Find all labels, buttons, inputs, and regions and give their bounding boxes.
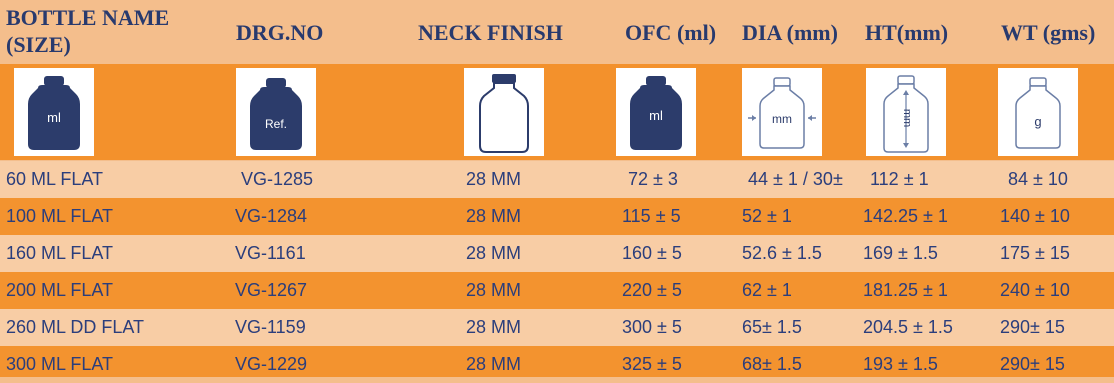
cell-ofc: 325 ± 5 xyxy=(622,354,682,374)
header-row xyxy=(0,0,1114,64)
weight-icon xyxy=(998,68,1078,156)
cell-ofc: 115 ± 5 xyxy=(622,206,681,226)
cell-ht: 112 ± 1 xyxy=(870,169,929,189)
cell-wt: 290± 15 xyxy=(1000,354,1065,374)
cell-wt: 240 ± 10 xyxy=(1000,280,1070,300)
cell-neck-finish: 28 MM xyxy=(466,169,522,189)
cell-neck-finish: 28 MM xyxy=(466,243,522,263)
neck-finish-icon xyxy=(464,68,544,156)
icon-label-ht: mm xyxy=(901,108,913,128)
cell-ofc: 160 ± 5 xyxy=(622,243,682,263)
cell-dia: 44 ± 1 / 30± xyxy=(748,169,843,189)
header-wt: WT (gms) xyxy=(1001,20,1096,45)
cell-neck-finish: 28 MM xyxy=(466,354,522,374)
icon-label-wt: g xyxy=(1034,114,1042,129)
table-row xyxy=(0,235,1114,272)
cell-ht: 193 ± 1.5 xyxy=(863,354,938,374)
cell-bottle-name: 100 ML FLAT xyxy=(6,206,114,226)
header-dia: DIA (mm) xyxy=(742,20,838,45)
icon-label-ref: Ref. xyxy=(264,117,288,131)
table-row xyxy=(0,198,1114,235)
table-row xyxy=(0,272,1114,309)
cell-wt: 140 ± 10 xyxy=(1000,206,1070,226)
cell-drg-no: VG-1267 xyxy=(235,280,308,300)
cell-ht: 204.5 ± 1.5 xyxy=(863,317,953,337)
header-ofc: OFC (ml) xyxy=(625,20,717,45)
cell-dia: 52.6 ± 1.5 xyxy=(742,243,822,263)
cell-drg-no: VG-1284 xyxy=(235,206,308,226)
cell-dia: 65± 1.5 xyxy=(742,317,802,337)
cell-neck-finish: 28 MM xyxy=(466,206,522,226)
cell-ht: 142.25 ± 1 xyxy=(863,206,948,226)
table-row xyxy=(0,161,1114,198)
cell-dia: 52 ± 1 xyxy=(742,206,792,226)
header-bottle-name: BOTTLE NAME (SIZE) xyxy=(6,5,170,57)
cell-dia: 68± 1.5 xyxy=(742,354,802,374)
cell-ht: 169 ± 1.5 xyxy=(863,243,938,263)
table-row xyxy=(0,346,1114,377)
cell-wt: 84 ± 10 xyxy=(1008,169,1068,189)
ofc-icon xyxy=(616,68,696,156)
cell-neck-finish: 28 MM xyxy=(466,280,522,300)
icon-label-ml: ml xyxy=(47,110,61,125)
cell-wt: 290± 15 xyxy=(1000,317,1065,337)
cell-ofc: 72 ± 3 xyxy=(628,169,678,189)
diameter-icon xyxy=(742,68,822,156)
cell-ht: 181.25 ± 1 xyxy=(863,280,948,300)
cell-bottle-name: 60 ML FLAT xyxy=(6,169,104,189)
cell-ofc: 220 ± 5 xyxy=(622,280,682,300)
table-row xyxy=(0,309,1114,346)
icon-label-ofc: ml xyxy=(649,108,663,123)
icon-row xyxy=(0,64,1114,160)
cell-neck-finish: 28 MM xyxy=(466,317,522,337)
drawing-ref-icon xyxy=(236,68,316,156)
header-ht: HT(mm) xyxy=(865,20,949,45)
cell-drg-no: VG-1285 xyxy=(241,169,314,189)
cell-bottle-name: 200 ML FLAT xyxy=(6,280,114,300)
bottle-size-icon xyxy=(14,68,94,156)
height-icon xyxy=(866,68,946,156)
cell-ofc: 300 ± 5 xyxy=(622,317,682,337)
cell-wt: 175 ± 15 xyxy=(1000,243,1070,263)
cell-bottle-name: 300 ML FLAT xyxy=(6,354,114,374)
cell-drg-no: VG-1161 xyxy=(235,243,306,263)
cell-dia: 62 ± 1 xyxy=(742,280,792,300)
cell-bottle-name: 260 ML DD FLAT xyxy=(6,317,145,337)
icon-label-dia: mm xyxy=(772,112,792,126)
cell-drg-no: VG-1229 xyxy=(235,354,308,374)
header-drg-no: DRG.NO xyxy=(236,20,324,45)
cell-bottle-name: 160 ML FLAT xyxy=(6,243,114,263)
cell-drg-no: VG-1159 xyxy=(235,317,306,337)
header-neck-finish: NECK FINISH xyxy=(418,20,563,45)
